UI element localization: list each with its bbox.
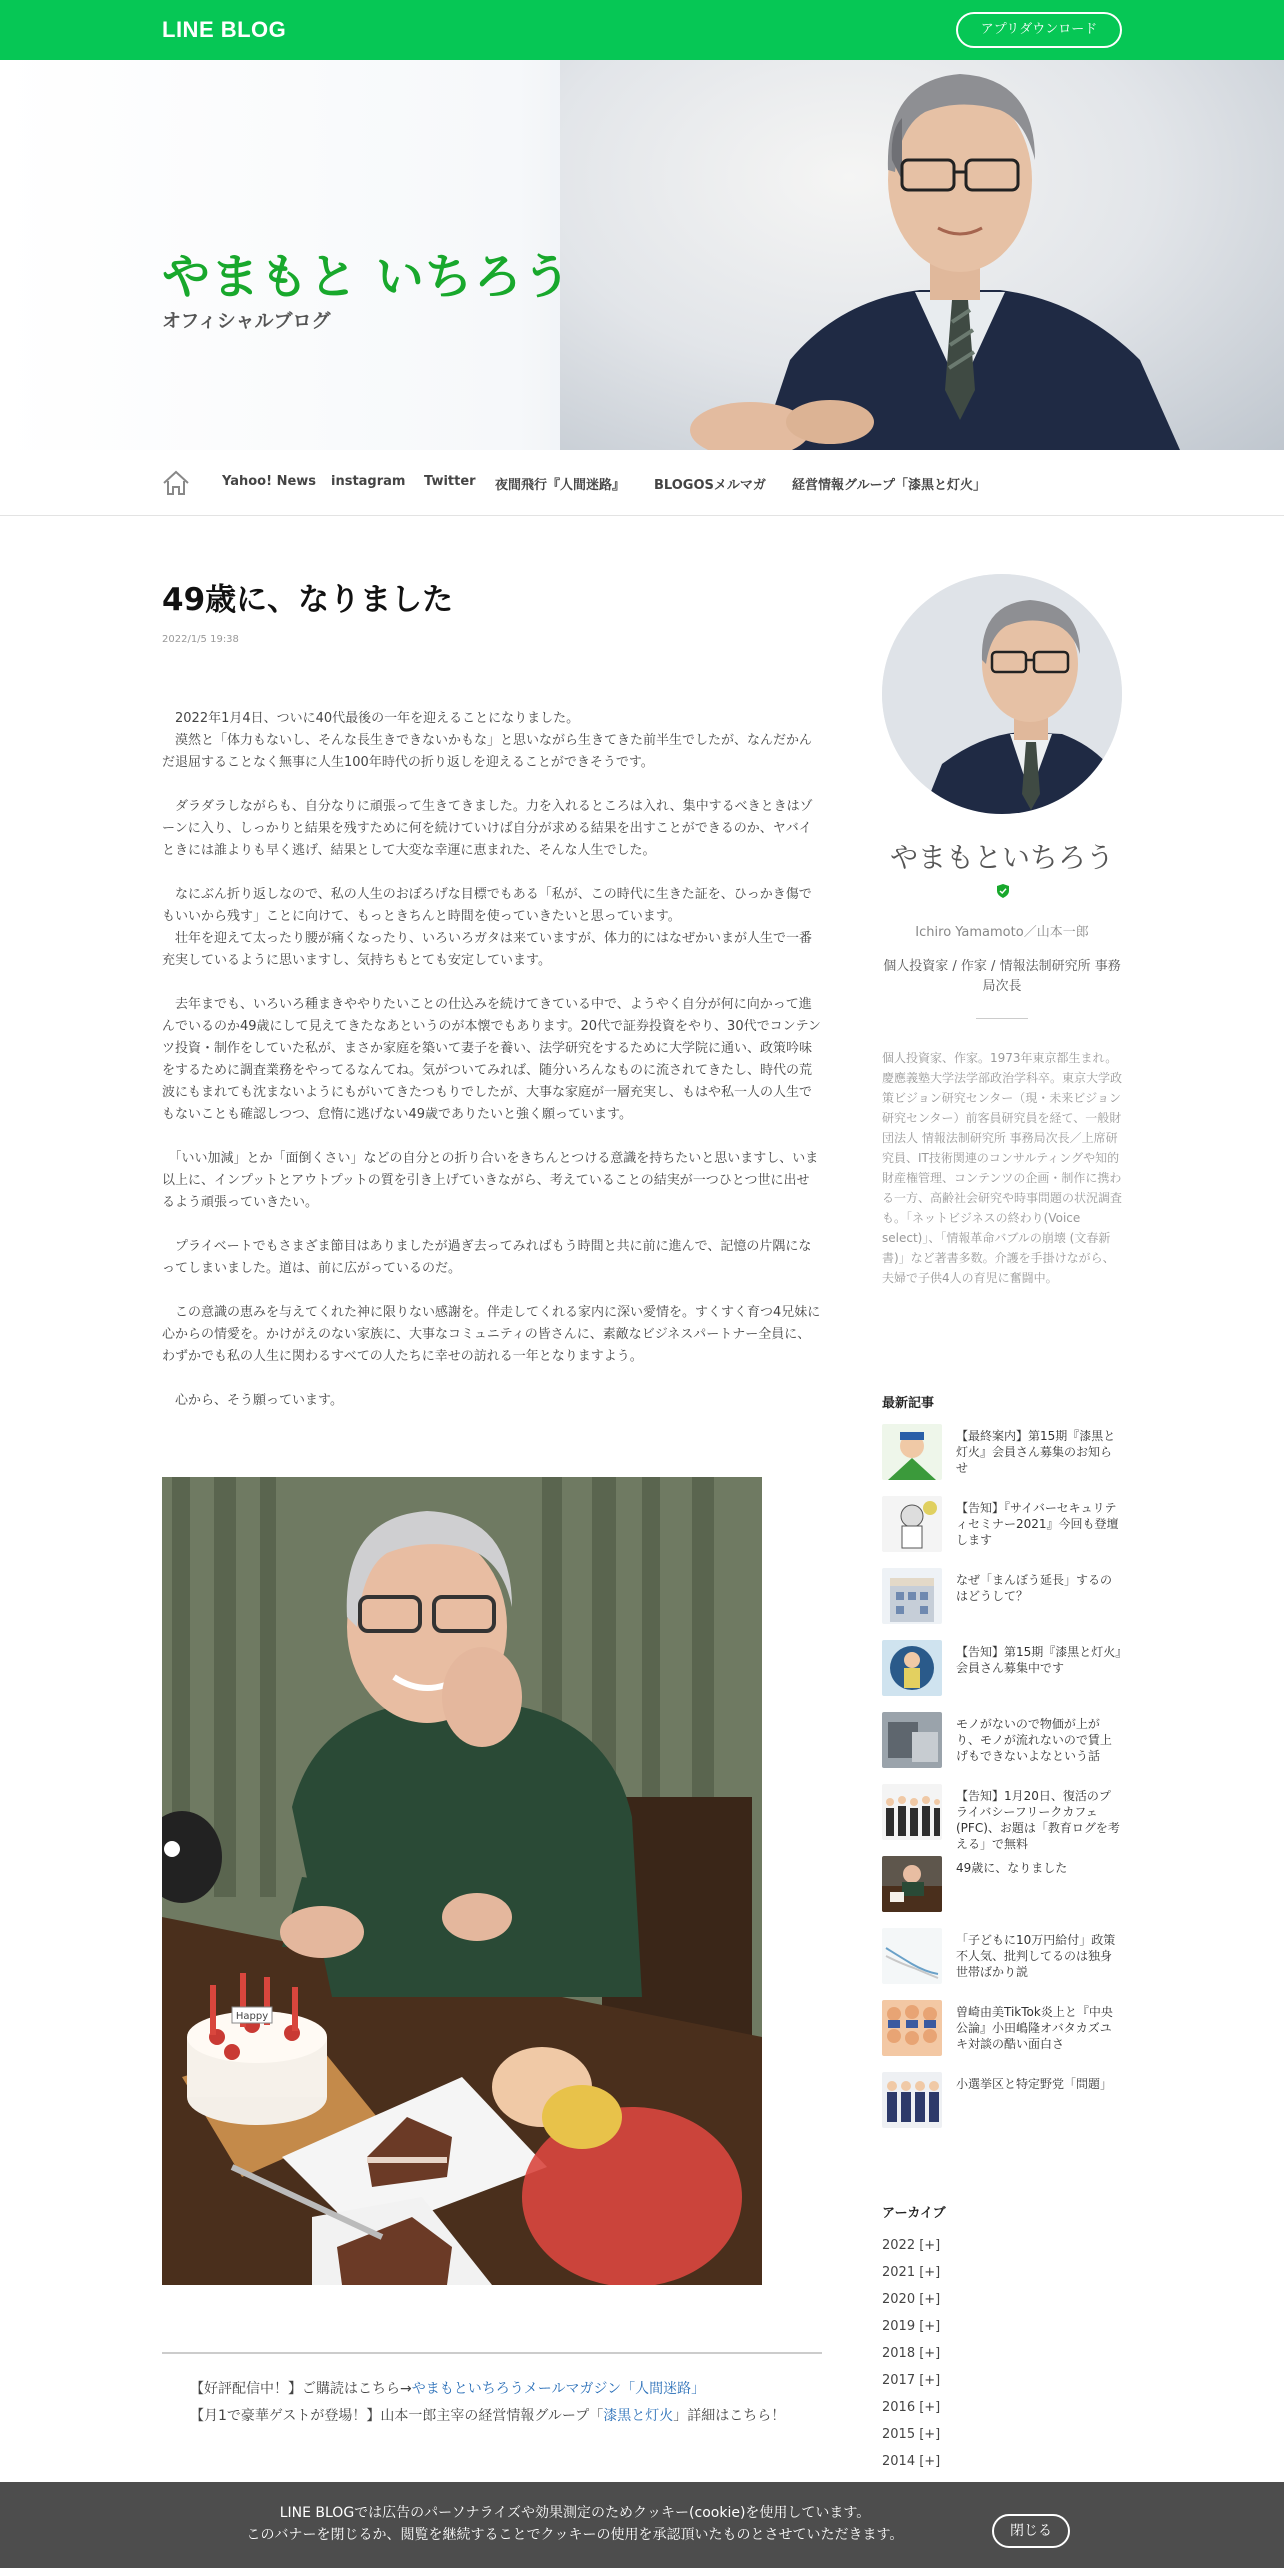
thumb-illustration [882, 2000, 942, 2056]
nav-yahoo-news[interactable]: Yahoo! News [222, 474, 317, 489]
thumb-illustration [882, 1640, 942, 1696]
recent-thumb-3 [882, 1640, 942, 1696]
birthday-photo-illustration [162, 1477, 762, 2285]
recent-article-item[interactable] [882, 2000, 1122, 2060]
thumb-illustration [882, 1424, 942, 1480]
recent-article-title[interactable]: なぜ「まんぼう延長」するのはどうして？ [956, 1573, 1113, 1603]
promo-mailmagazine [190, 2378, 705, 2398]
recent-article-title[interactable]: 曽崎由美TikTok炎上と『中央公論』小田嶋隆オバタカズユキ対談の酷い面白さ [956, 2005, 1113, 2051]
post-paragraph: プライベートでもさまざま節目はありましたが過ぎ去ってみればもう時間と共に前に進んで、記憶の片隅になってしまいました。道は、前に広がっているのだ。 [162, 1239, 812, 1276]
avatar-illustration [882, 574, 1122, 814]
archive-year[interactable]: 2017 [+] [882, 2373, 941, 2388]
recent-article-title[interactable]: 「子どもに10万円給付」政策不人気、批判してるのは独身世帯ばかり説 [956, 1933, 1116, 1979]
promo-group-text: 【月1で豪華ゲストが登場！】山本一郎主宰の経営情報グループ「 [190, 2408, 604, 2424]
nav-shikkoku-tomoshibi[interactable]: 経営情報グループ「漆黒と灯火」 [792, 478, 986, 493]
post-body [162, 708, 822, 1434]
recent-article-item[interactable] [882, 1424, 1122, 1484]
post-paragraph: この意識の恵みを与えてくれた神に限りない感謝を。伴走してくれる家内に深い愛情を。すくすく育つ4兄妹に心からの情愛を。かけがえのない家族に、大事なコミュニティの皆さんに、素敵なビジネスパートナー全員に、わずかでも私の人生に関わるすべての人たちに幸せの訪れる一年となりますよう。 [162, 1305, 821, 1364]
recent-thumb-8 [882, 2000, 942, 2056]
mailmagazine-link[interactable]: やまもといちろうメールマガジン「人間迷路」 [411, 2381, 706, 2397]
post-paragraph: 心から、そう願っています。 [162, 1393, 343, 1408]
shikkoku-tomoshibi-link[interactable]: 漆黒と灯火 [603, 2408, 674, 2424]
cookie-close-button[interactable]: 閉じる [992, 2514, 1070, 2548]
hero-banner [0, 60, 1284, 450]
recent-thumb-2 [882, 1568, 942, 1624]
thumb-illustration [882, 1784, 942, 1840]
recent-heading: 最新記事 [882, 1396, 935, 1411]
recent-article-title[interactable]: 【告知】『サイバーセキュリティセミナー2021』今回も登壇します [956, 1501, 1119, 1547]
recent-thumb-0 [882, 1424, 942, 1480]
app-download-button[interactable]: アプリダウンロード [956, 12, 1122, 48]
recent-article-item[interactable] [882, 1928, 1122, 1988]
archive-year[interactable]: 2014 [+] [882, 2454, 941, 2469]
post-paragraph: ダラダラしながらも、自分なりに頑張って生きてきました。力を入れるところは入れ、集中するべきときはゾーンに入り、しっかりと結果を残すために何を続けていけば自分が求める結果を出すことができるのか、ヤバイときには誰よりも早く逃げ、結果として大変な幸運に恵まれた、そんな人生でした。 [162, 799, 813, 858]
recent-thumb-9 [882, 2072, 942, 2128]
post-paragraph: 「いい加減」とか「面倒くさい」などの自分との折り合いをきちんとつける意識を持ちたいと思いますし、いま以上に、インプットとアウトプットの質を引き上げていきながら、考えていることの結実が一つひとつ世に出せるよう頑張っていきたい。 [162, 1151, 819, 1210]
recent-article-title[interactable]: 【最終案内】第15期『漆黒と灯火』会員さん募集のお知らせ [956, 1429, 1116, 1475]
recent-article-title[interactable]: 【告知】1月20日、復活のプライバシーフリークカフェ(PFC)、お題は「教育ログを考える」で無料 [956, 1789, 1120, 1851]
recent-article-item[interactable] [882, 1712, 1122, 1772]
thumb-illustration [882, 1712, 942, 1768]
blog-subtitle: オフィシャルブログ [162, 310, 331, 332]
line-blog-logo[interactable]: LINE BLOG [162, 17, 287, 42]
thumb-illustration [882, 1856, 942, 1912]
author-photo-illustration [640, 60, 1200, 450]
nav-twitter[interactable]: Twitter [424, 474, 476, 489]
recent-thumb-5 [882, 1784, 942, 1840]
recent-article-item[interactable] [882, 2072, 1122, 2132]
verified-badge-icon [997, 884, 1009, 898]
recent-article-item[interactable] [882, 1496, 1122, 1556]
nav-instagram[interactable]: instagram [331, 474, 406, 489]
cookie-banner [0, 2482, 1284, 2568]
recent-article-item[interactable] [882, 1640, 1122, 1700]
post-paragraph: 去年までも、いろいろ種まきややりたいことの仕込みを続けてきている中で、ようやく自分が何に向かって進んでいるのか49歳にして見えてきたなあというのが本懐でもあります。20代で証券投資をやり、30代でコンテンツ投資・制作をしていた私が、まさか家庭を築いて妻子を養い、法学研究をするために大学院に通い、政策吟味をするために調査業務をやってるなんてね。気がついてみれば、随分いろんなものに流されてきたし、時代の荒波にもまれても沈まないようにもがいてきたつもりでしたが、大事な家庭が一層充実し、もはや私一人の人生でもないことも確認しつつ、怠惰に逃げない49歳でありたいと強く願っています。 [162, 997, 821, 1122]
archive-year[interactable]: 2022 [+] [882, 2238, 941, 2253]
blog-title[interactable]: やまもと いちろう [162, 249, 572, 305]
archive-heading: アーカイブ [882, 2206, 946, 2221]
thumb-illustration [882, 1928, 942, 1984]
profile-name[interactable]: やまもといちろう [889, 841, 1114, 874]
nav-jinkan-meiro[interactable]: 夜間飛行『人間迷路』 [495, 478, 626, 493]
recent-article-item[interactable] [882, 1568, 1122, 1628]
thumb-illustration [882, 1568, 942, 1624]
recent-thumb-6 [882, 1856, 942, 1912]
cake-tag: Happy [235, 2011, 269, 2022]
recent-thumb-7 [882, 1928, 942, 1984]
home-icon[interactable] [162, 470, 190, 496]
post-paragraph: 2022年1月4日、ついに40代最後の一年を迎えることになりました。 漠然と「体力もないし、そんな長生きできないかもな」と思いながら生きてきた前半生でしたが、なんだかんだ退屈することなく無事に人生100年時代の折り返しを迎えることができそうです。 [162, 711, 813, 770]
profile-divider [976, 1018, 1028, 1019]
nav-blogos[interactable]: BLOGOSメルマガ [654, 478, 766, 493]
promo-group [190, 2405, 785, 2425]
avatar[interactable] [882, 574, 1122, 814]
recent-article-title[interactable]: 小選挙区と特定野党「問題」 [956, 2077, 1113, 2091]
cookie-line-1: LINE BLOGでは広告のパーソナライズや効果測定のためクッキー(cookie)を使用しています。 [279, 2505, 871, 2521]
top-bar [0, 0, 1284, 60]
post-paragraph: なにぶん折り返しなので、私の人生のおぼろげな目標でもある「私が、この時代に生きた証を、ひっかき傷でもいいから残す」ことに向けて、もっときちんと時間を使っていきたいと思っています。 壮年を迎えて太ったり腰が痛くなったり、いろいろガタは来ていますが、体力的にはなぜかいまが人生で一番充実しているように思いますし、気持ちもとても安定しています。 [162, 887, 813, 968]
recent-article-title[interactable]: モノがないので物価が上がり、モノが流れないので賃上げもできないよなという話 [956, 1717, 1112, 1763]
cookie-line-2: このバナーを閉じるか、閲覧を継続することでクッキーの使用を承認頂いたものとさせていただきます。 [246, 2527, 904, 2543]
profile-romaji: Ichiro Yamamoto／山本一郎 [915, 925, 1089, 940]
thumb-illustration [882, 2072, 942, 2128]
archive-year[interactable]: 2020 [+] [882, 2292, 941, 2307]
article-divider [162, 2352, 822, 2354]
recent-thumb-1 [882, 1496, 942, 1552]
recent-thumb-4 [882, 1712, 942, 1768]
thumb-illustration [882, 1496, 942, 1552]
archive-year[interactable]: 2018 [+] [882, 2346, 941, 2361]
recent-article-item[interactable] [882, 1856, 1122, 1916]
blog-nav [0, 450, 1284, 516]
recent-article-title[interactable]: 49歳に、なりました [956, 1861, 1068, 1875]
profile-description: 個人投資家、作家。1973年東京都生まれ。慶應義塾大学法学部政治学科卒。東京大学政策ビジョン研究センター（現・未来ビジョン研究センター）前客員研究員を経て、一般財団法人 情報法制研究所 事務局次長／上席研究員、IT技術関連のコンサルティングや知的財産権管理、コンテンツの企画・制作に携わる一方、高齢社会研究や時事問題の状況調査も。「ネットビジネスの終わり(Voice select)」、「情報革命バブルの崩壊 (文春新書)」など著書多数。介護を手掛けながら、夫婦で子供4人の育児に奮闘中。 [882, 1051, 1123, 1285]
post-date: 2022/1/5 19:38 [162, 634, 239, 645]
archive-year[interactable]: 2015 [+] [882, 2427, 941, 2442]
archive-year[interactable]: 2021 [+] [882, 2265, 941, 2280]
post-title[interactable]: 49歳に、なりました [162, 582, 454, 618]
promo-group-suffix: 」詳細はこちら！ [673, 2408, 786, 2424]
promo-mailmagazine-text: 【好評配信中！】ご購読はこちら→ [190, 2381, 412, 2397]
archive-year[interactable]: 2016 [+] [882, 2400, 941, 2415]
profile-role: 個人投資家 / 作家 / 情報法制研究所 事務局次長 [883, 959, 1121, 994]
birthday-photo[interactable] [162, 1477, 762, 2285]
recent-article-item[interactable] [882, 1784, 1122, 1851]
archive-year[interactable]: 2019 [+] [882, 2319, 941, 2334]
cookie-text [0, 2502, 1030, 2546]
recent-article-title[interactable]: 【告知】第15期『漆黒と灯火』会員さん募集中です [956, 1645, 1122, 1675]
